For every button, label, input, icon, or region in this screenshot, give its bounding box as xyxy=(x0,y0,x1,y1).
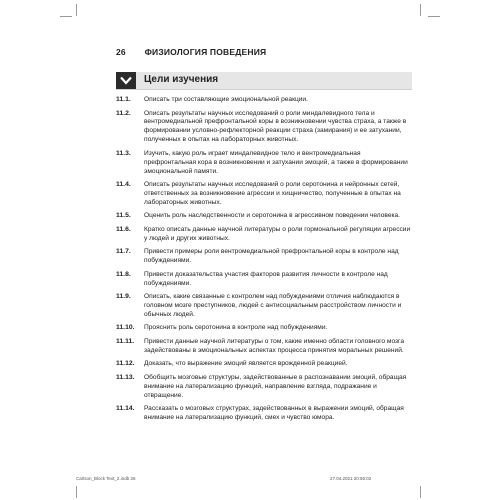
list-item xyxy=(116,181,412,208)
goal-number: 11.11. xyxy=(116,337,135,345)
list-item xyxy=(116,96,412,105)
goal-text: Изучить, какую роль играет миндалевидное тело и вентромедиальная префронтальная кора в возникновении и затухании эмоций, а также в формировании эмоциональной памяти. xyxy=(144,149,408,175)
list-item xyxy=(116,212,412,221)
goal-text: Привести примеры роли вентромедиальной префронтальной коры в контроле над побуждениями. xyxy=(144,248,399,265)
list-item xyxy=(116,248,412,266)
list-item xyxy=(116,226,412,244)
goal-number: 11.1. xyxy=(116,96,131,103)
list-item xyxy=(116,271,412,289)
list-item xyxy=(116,110,412,146)
goal-text: Обобщить мозговые структуры, задействованные в распознавании эмоций, обращая внимание на латерализацию функций, направление взгляда, подражание и отвращение. xyxy=(144,373,407,399)
goal-number: 11.8. xyxy=(116,270,131,278)
goal-text: Прояснить роль серотонина в контроле над побуждениями. xyxy=(144,324,328,332)
print-slug-left: Carlson_Block Text_2.indb 26 xyxy=(76,476,136,481)
list-item xyxy=(116,324,412,333)
goal-text: Кратко описать данные научной литературы о роли гормональной регуляции агрессии у людей и других животных. xyxy=(144,225,411,242)
crop-mark xyxy=(76,486,77,498)
chevron-down-icon xyxy=(116,72,136,89)
crop-mark xyxy=(60,16,72,17)
goal-number: 11.14. xyxy=(116,405,135,413)
goal-number: 11.4. xyxy=(116,181,131,189)
goal-number: 11.2. xyxy=(116,109,131,117)
goal-text: Оценить роль наследственности и серотонина в агрессивном поведении человека. xyxy=(144,212,401,220)
goal-number: 11.9. xyxy=(116,293,131,301)
section-title: Цели изучения xyxy=(144,74,219,85)
list-item xyxy=(116,293,412,320)
goal-number: 11.13. xyxy=(116,373,135,381)
list-item xyxy=(116,338,412,356)
list-item xyxy=(116,360,412,369)
goal-number: 11.7. xyxy=(116,248,131,256)
crop-mark xyxy=(76,4,77,16)
list-item xyxy=(116,405,412,423)
goal-text: Привести данные научной литературы о том, какие именно области головного мозга задействованы в эмоциональных аспектах процесса принятия моральных решений. xyxy=(144,337,404,354)
print-slug-right: 27.04.2021 20:56:02 xyxy=(330,476,372,481)
chevron-down-icon-glyph xyxy=(120,76,132,85)
goal-number: 11.3. xyxy=(116,149,131,157)
crop-mark xyxy=(420,4,421,16)
goal-text: Привести доказательства участия факторов развития личности в контроле над побуждениями. xyxy=(144,270,388,287)
crop-mark xyxy=(420,486,421,498)
crop-mark xyxy=(428,16,440,17)
learning-goals-list xyxy=(116,96,412,428)
section-heading-bar xyxy=(116,72,412,90)
goal-number: 11.5. xyxy=(116,212,131,220)
goal-text: Описать три составляющие эмоциональной реакции. xyxy=(144,96,308,103)
goal-text: Рассказать о мозговых структурах, задействованных в выражении эмоций, обращая внимание на латерализацию функций, смех и чувство юмора. xyxy=(144,405,404,421)
goal-text: Описать результаты научных исследований о роли серотонина и нейронных сетей, ответственных за возникновение агрессии и хищничество, полученные в опытах на лабораторных животных. xyxy=(144,181,401,206)
goal-text: Описать, какие связанные с контролем над побуждениями отличия наблюдаются в головном мозге преступников, людей с антисоциальным расстройством личности и обычных людей. xyxy=(144,293,402,318)
goal-number: 11.10. xyxy=(116,324,135,332)
goal-number: 11.12. xyxy=(116,360,135,368)
list-item xyxy=(116,374,412,401)
page-number: 26 xyxy=(116,47,126,57)
goal-number: 11.6. xyxy=(116,225,131,233)
goal-text: Описать результаты научных исследований о роли миндалевидного тела и вентромедиальной префронтальной коры в возникновении чувства страха, а также в формировании условно-рефлекторной реакции страха (замирания) и ее затухании, полученных в опытах на лабораторных животных. xyxy=(144,109,407,144)
running-title: ФИЗИОЛОГИЯ ПОВЕДЕНИЯ xyxy=(144,47,267,57)
list-item xyxy=(116,150,412,177)
running-header xyxy=(116,47,416,57)
goal-text: Доказать, что выражение эмоций является врожденной реакцией. xyxy=(144,360,348,368)
